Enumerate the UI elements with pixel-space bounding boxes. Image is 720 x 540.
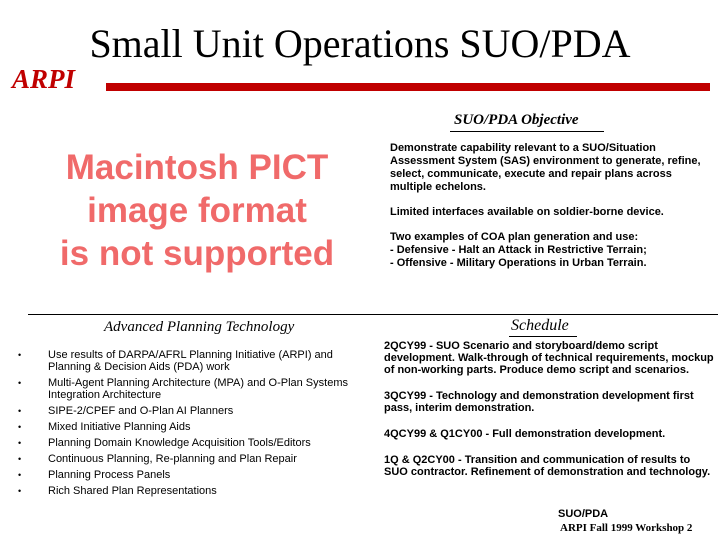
placeholder-line: Macintosh PICT — [65, 148, 329, 187]
page-title: Small Unit Operations SUO/PDA — [89, 21, 631, 66]
schedule-body — [384, 340, 714, 492]
placeholder-line: is not supported — [59, 234, 335, 273]
schedule-entry: 3QCY99 - Technology and demonstration development first pass, interim demonstration. — [384, 390, 694, 414]
objective-heading-underline — [450, 131, 604, 132]
schedule-heading-underline — [509, 336, 577, 337]
footer-page-info: ARPI Fall 1999 Workshop 2 — [560, 522, 693, 534]
list-item: • Multi-Agent Planning Architecture (MPA) and O-Plan Systems Integration Architecture — [18, 377, 363, 401]
objective-body — [390, 142, 708, 282]
footer-project: SUO/PDA — [558, 508, 609, 520]
list-item: • Planning Process Panels — [18, 469, 363, 481]
objective-examples — [390, 231, 708, 270]
placeholder-line: image format — [87, 191, 307, 230]
planning-heading: Advanced Planning Technology — [104, 319, 295, 335]
list-item: • Use results of DARPA/AFRL Planning Initiative (ARPI) and Planning & Decision Aids (PDA) work — [18, 349, 363, 373]
section-divider — [28, 314, 718, 315]
schedule-heading: Schedule — [511, 317, 569, 334]
arpi-logo: ARPI — [12, 64, 76, 94]
list-item: • SIPE-2/CPEF and O-Plan AI Planners — [18, 405, 363, 417]
list-item: • Mixed Initiative Planning Aids — [18, 421, 363, 433]
list-item: • Continuous Planning, Re-planning and Plan Repair — [18, 453, 363, 465]
objective-example: - Defensive - Halt an Attack in Restrictive Terrain; — [390, 244, 647, 256]
header-divider-bar — [106, 83, 710, 91]
objective-heading: SUO/PDA Objective — [454, 112, 579, 128]
planning-list — [18, 349, 363, 501]
objective-example: - Offensive - Military Operations in Urban Terrain. — [390, 257, 647, 269]
list-item: • Rich Shared Plan Representations — [18, 485, 363, 497]
objective-paragraph: Two examples of COA plan generation and use: — [390, 231, 639, 243]
objective-paragraph: Limited interfaces available on soldier-borne device. — [390, 206, 664, 218]
schedule-entry: 2QCY99 - SUO Scenario and storyboard/demo script development. Walk-through of technical requirements, mockup of non-working parts. Produce demo script and scenarios. — [384, 340, 714, 376]
unsupported-image-placeholder — [22, 146, 372, 275]
list-item: • Planning Domain Knowledge Acquisition Tools/Editors — [18, 437, 363, 449]
schedule-entry: 4QCY99 & Q1CY00 - Full demonstration development. — [384, 428, 666, 440]
schedule-entry: 1Q & Q2CY00 - Transition and communication of results to SUO contractor. Refinement of demonstration and technology. — [384, 454, 711, 478]
objective-paragraph: Demonstrate capability relevant to a SUO/Situation Assessment System (SAS) environment to generate, refine, select, communicate, execute and repair plans across multiple echelons. — [390, 142, 701, 193]
